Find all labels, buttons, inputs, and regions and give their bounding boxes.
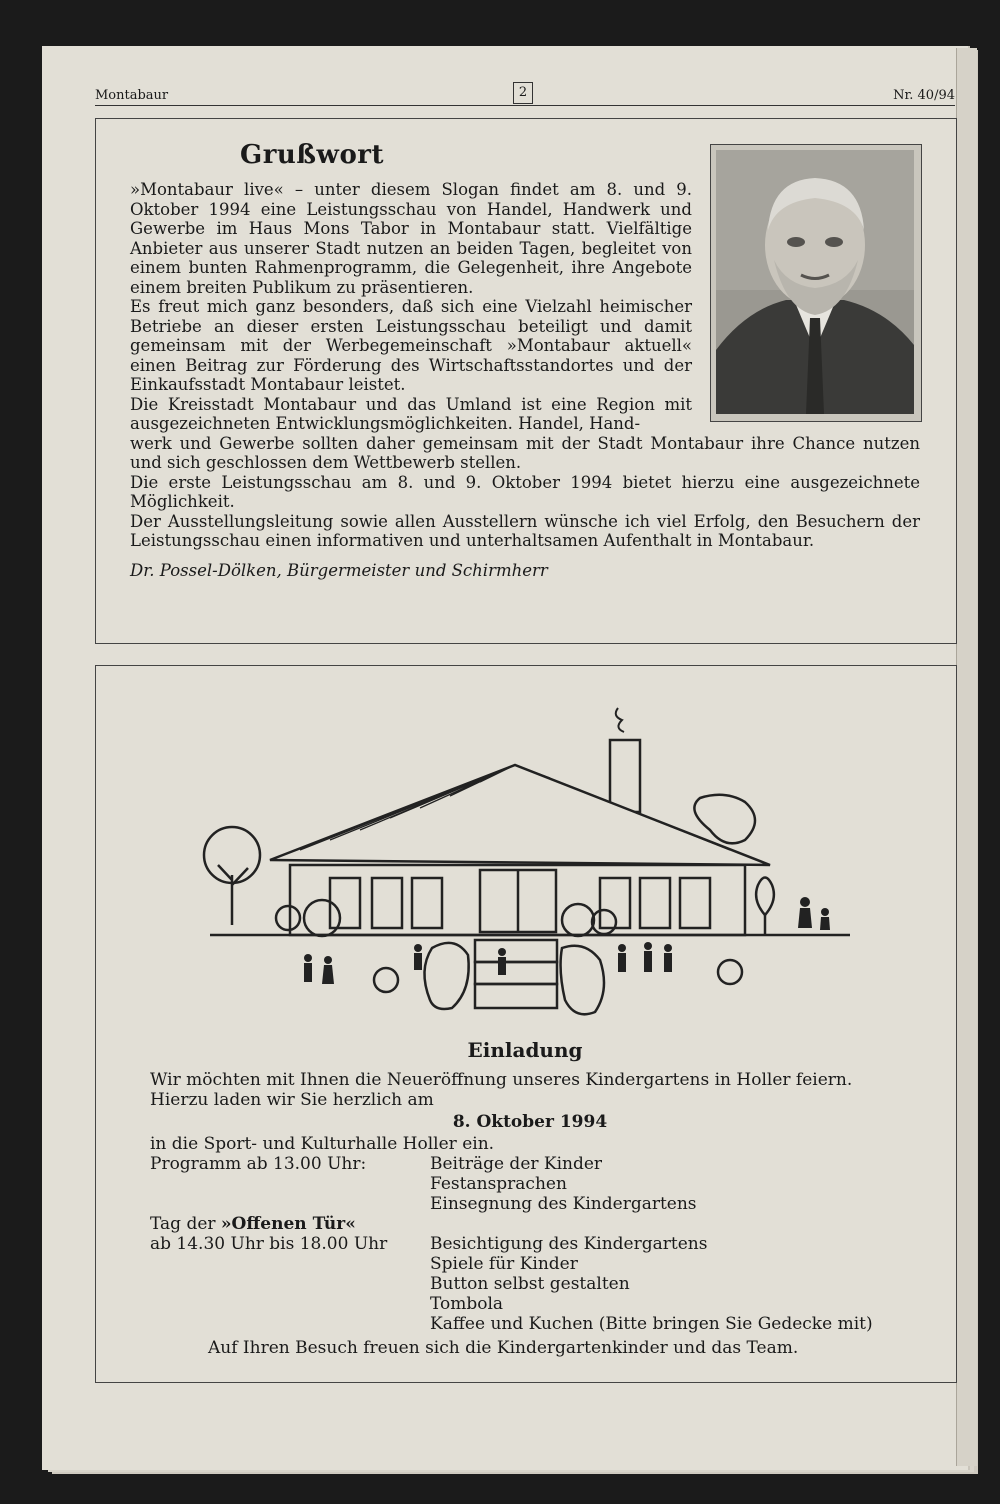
greeting-paragraph-3a: Die Kreisstadt Montabaur und das Umland ist eine Region mit ausgezeichneten Entwicklungsmöglichkeiten. Handel, Hand-: [130, 394, 692, 433]
header-town: Montabaur: [95, 88, 169, 103]
open-day-heading: [150, 1214, 910, 1234]
program-item: Festansprachen: [430, 1174, 567, 1194]
greeting-paragraph-2: Es freut mich ganz besonders, daß sich eine Vielzahl heimischer Betriebe an dieser ersten Leistungsschau beteiligt und damit gemeinsam mit der Werbegemeinschaft »Montabaur aktuell« einen Beitrag zur Förderung des Wirtschaftsstandortes und der Einkaufsstadt Montabaur leistet.: [130, 297, 692, 394]
open-day-item: Spiele für Kinder: [430, 1254, 578, 1274]
invitation-text: [150, 1070, 910, 1358]
invitation-line-2: Hierzu laden wir Sie herzlich am: [150, 1090, 434, 1110]
invitation-date: 8. Oktober 1994: [452, 1112, 608, 1132]
greeting-paragraph-5: Der Ausstellungsleitung sowie allen Ausstellern wünsche ich viel Erfolg, den Besuchern der Leistungsschau einen informativen und unterhaltsamen Aufenthalt in Montabaur.: [130, 511, 920, 550]
open-day-time: ab 14.30 Uhr bis 18.00 Uhr: [150, 1234, 388, 1254]
page-edge: [956, 48, 977, 1466]
open-day-name: »Offenen Tür«: [220, 1214, 356, 1234]
greeting-paragraph-3b: werk und Gewerbe sollten daher gemeinsam mit der Stadt Montabaur ihre Chance nutzen und sich geschlossen dem Wettbewerb stellen.: [130, 433, 920, 472]
open-day-item: Besichtigung des Kindergartens: [430, 1234, 708, 1254]
open-day-item: Tombola: [430, 1294, 504, 1314]
kindergarten-drawing: [190, 690, 860, 1030]
program-item: Einsegnung des Kindergartens: [430, 1194, 697, 1214]
open-day-row: [150, 1234, 910, 1334]
greeting-text: [130, 180, 920, 580]
open-day-prefix: Tag der: [150, 1214, 221, 1234]
open-day-item: Button selbst gestalten: [430, 1274, 630, 1294]
greeting-paragraph-4: Die erste Leistungsschau am 8. und 9. Oktober 1994 bietet hierzu eine ausgezeichnete Möglichkeit.: [130, 472, 920, 511]
program-label: Programm ab 13.00 Uhr:: [150, 1154, 367, 1174]
open-day-item: Kaffee und Kuchen (Bitte bringen Sie Gedecke mit): [430, 1314, 873, 1334]
program-item: Beiträge der Kinder: [430, 1154, 603, 1174]
header-rule: [95, 105, 955, 106]
invitation-closing: Auf Ihren Besuch freuen sich die Kindergartenkinder und das Team.: [208, 1338, 799, 1358]
program-row: [150, 1154, 910, 1214]
page-header: [95, 82, 955, 106]
greeting-paragraph-1: »Montabaur live« – unter diesem Slogan findet am 8. und 9. Oktober 1994 eine Leistungsschau von Handel, Handwerk und Gewerbe im Haus Mons Tabor in Montabaur statt. Vielfältige Anbieter aus unserer Stadt nutzen an beiden Tagen, begleitet von einem bunten Rahmenprogramm, die Gelegenheit, ihre Angebote einem breiten Publikum zu präsentieren.: [130, 180, 692, 297]
page-number: 2: [513, 82, 533, 104]
invitation-line-3: in die Sport- und Kulturhalle Holler ein.: [150, 1134, 495, 1154]
greeting-title: Grußwort: [240, 140, 384, 170]
greeting-signature: Dr. Possel-Dölken, Bürgermeister und Schirmherr: [130, 560, 548, 580]
invitation-title: Einladung: [467, 1038, 583, 1062]
open-day-list: [430, 1234, 873, 1334]
issue-number: Nr. 40/94: [893, 88, 955, 103]
program-list: [430, 1154, 697, 1214]
invitation-line-1: Wir möchten mit Ihnen die Neueröffnung unseres Kindergartens in Holler feiern.: [150, 1070, 853, 1090]
